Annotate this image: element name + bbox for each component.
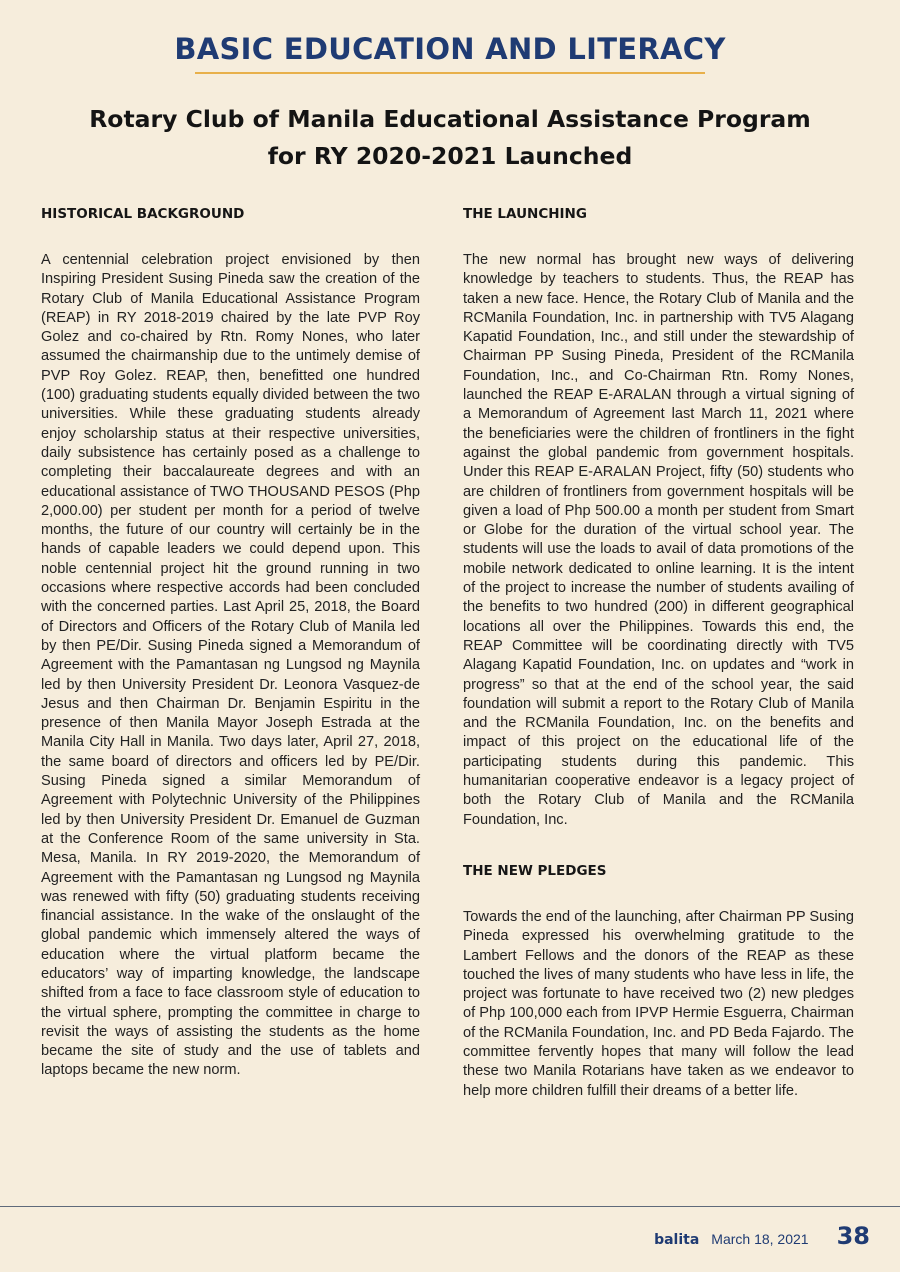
- historical-background-text: A centennial celebration project envisioned by then Inspiring President Susing Pineda saw the creation of the Rotary Club of Manila Educational Assistance Program (REAP) in RY 2018-2019 chaired by the late PVP Roy Golez and co-chaired by Rtn. Romy Nones, who later assumed the chairmanship due to the untimely demise of PVP Roy Golez. REAP, then, benefitted one hundred (100) graduating students equally divided between the two universities. While these graduating students already enjoy scholarship status at their respective universities, daily subsistence has certainly posed as a challenge to completing their baccalaureate degrees and with an educational assistance of TWO THOUSAND PESOS (Php 2,000.00) per student per month for a period of twelve months, the future of our country will certainly be in the hands of capable leaders we could depend upon. This noble centennial project hit the ground running in two occasions where respective accords had been concluded with the concerned parties. Last April 25, 2018, the Board of Directors and Officers of the Rotary Club of Manila led by then PE/Dir. Susing Pineda signed a Memorandum of Agreement with the Pamantasan ng Lungsod ng Maynila led by then University President Dr. Leonora Vasquez-de Jesus and then Chairman Dr. Benjamin Espiritu in the presence of then Manila Mayor Joseph Estrada at the Manila City Hall in Manila. Two days later, April 27, 2018, the same board of directors and officers led by PE/Dir. Susing Pineda signed a similar Memorandum of Agreement with Polytechnic University of the Philippines led by then University President Dr. Emanuel de Guzman at the Conference Room of the same university in Sta. Mesa, Manila. In RY 2019-2020, the Memorandum of Agreement with the Pamantasan ng Lungsod ng Maynila was renewed with fifty (50) graduating students receiving financial assistance. In the wake of the onslaught of the global pandemic which immensely altered the ways of education where the virtual platform became the educators’ way of imparting knowledge, the landscape shifted from a face to face classroom style of education to the virtual sphere, prompting the committee in charge to revisit the ways of assisting the students as the home became the site of study and the use of tablets and laptops became the new norm.: [41, 252, 420, 1079]
- article-headline: [60, 101, 840, 175]
- page-footer: [654, 1222, 870, 1250]
- new-pledges-text: Towards the end of the launching, after Chairman PP Susing Pineda expressed his overwhelming gratitude to the Lambert Fellows and the donors of the REAP as these touched the lives of many students who have less in life, the project was fortunate to have received two (2) new pledges of Php 100,000 each from IPVP Hermie Esguerra, Chairman of the RCManila Foundation, Inc. and PD Beda Fajardo. The committee fervently hopes that many will follow the lead these two Manila Rotarians have taken as we endeavor to help more children fulfill their dreams of a better life.: [463, 908, 854, 1099]
- right-column: [463, 205, 854, 1101]
- publication-name: balita: [654, 1232, 700, 1248]
- new-pledges-heading: THE NEW PLEDGES: [463, 862, 607, 879]
- left-column: [41, 205, 420, 1081]
- headline-line-2: for RY 2020-2021 Launched: [267, 142, 633, 170]
- title-underline: [195, 72, 705, 74]
- footer-divider: [0, 1206, 900, 1207]
- issue-date: March 18, 2021: [711, 1231, 809, 1247]
- headline-line-1: Rotary Club of Manila Educational Assistance Program: [89, 105, 811, 133]
- section-title: BASIC EDUCATION AND LITERACY: [174, 32, 726, 66]
- launching-text: The new normal has brought new ways of delivering knowledge by teachers to students. Thus, the REAP has taken a new face. Hence, the Rotary Club of Manila and the RCManila Foundation, Inc. in partnership with TV5 Alagang Kapatid Foundation, Inc., and still under the stewardship of Chairman PP Susing Pineda, President of the RCManila Foundation, Inc., and Co-Chairman Rtn. Romy Nones, launched the REAP E-ARALAN through a virtual signing of a Memorandum of Agreement last March 11, 2021 where the beneficiaries were the children of frontliners in the fight against the global pandemic from government hospitals. Under this REAP E-ARALAN Project, fifty (50) students who are children of frontliners from government hospitals will be given a load of Php 500.00 a month per student from Smart or Globe for the duration of the virtual school year. The students will use the loads to avail of data promotions of the mobile network dedicated to online learning. It is the intent of the project to increase the number of students availing of the benefits to two hundred (200) in different geographical locations all over the Philippines. Towards this end, the REAP Committee will be coordinating directly with TV5 Alagang Kapatid Foundation, Inc. on updates and “work in progress” so that at the end of the school year, the said foundation will submit a report to the Rotary Club of Manila and the RCManila Foundation, Inc. on the benefits and impact of this project on the educational life of the participating students during this pandemic. This humanitarian cooperative endeavor is a legacy project of both the Rotary Club of Manila and the RCManila Foundation, Inc.: [463, 252, 854, 828]
- historical-background-heading: HISTORICAL BACKGROUND: [41, 206, 245, 222]
- page-number: 38: [836, 1222, 870, 1250]
- launching-heading: THE LAUNCHING: [463, 206, 587, 222]
